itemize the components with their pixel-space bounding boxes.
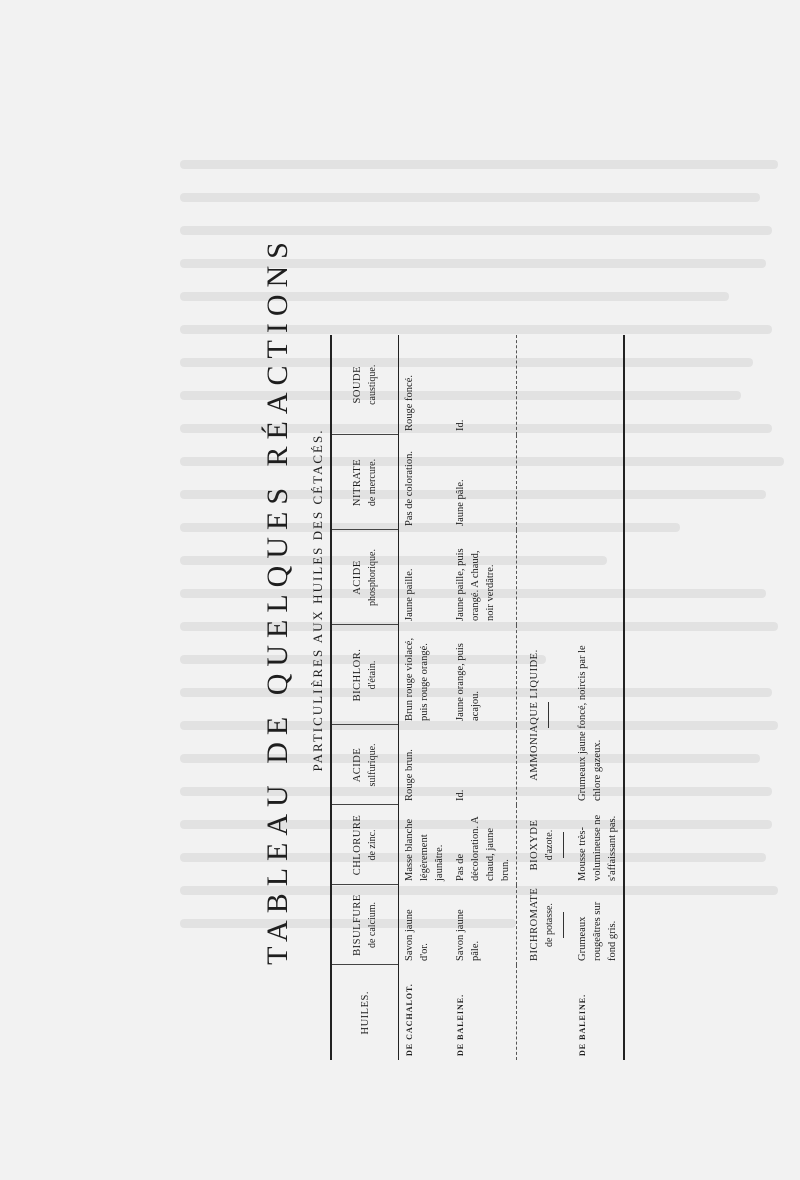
table-cell: Jaune orange, puis acajou. (455, 643, 481, 721)
column-header: BICHLOR. d'étain. (331, 625, 399, 725)
table-row (450, 335, 517, 1060)
table-row (572, 335, 624, 1060)
column-header: CHLORURE de zinc. (331, 805, 399, 885)
column-header: ACIDE phosphorique. (331, 530, 399, 625)
table-cell (572, 335, 624, 435)
row-label: DE BALEINE. (572, 965, 624, 1060)
table-cell: Id. (455, 789, 466, 801)
column-subheader: BIOXYDE d'azote. (517, 805, 573, 885)
page-subtitle: PARTICULIÈRES AUX HUILES DES CÉTACÉS. (310, 428, 325, 772)
table-cell: Mousse très-volumineuse ne s'affaissant pas. (572, 805, 624, 885)
table-cell (517, 965, 573, 1060)
dash-mark (563, 912, 564, 938)
table-cell: Masse blanche légèrement jaunâtre. (404, 818, 445, 881)
table-subheader-row (517, 335, 573, 1060)
table-cell (517, 530, 573, 625)
table-cell (572, 435, 624, 530)
table-cell: Id. (455, 419, 466, 431)
table-cell: Rouge foncé. (404, 375, 415, 431)
table-cell (572, 530, 624, 625)
row-label: DE CACHALOT. (405, 983, 414, 1056)
page-title: TABLEAU DE QUELQUES RÉACTIONS (261, 235, 294, 965)
table-row (399, 335, 451, 1060)
table-cell: Pas de décoloration. A chaud, jaune brun. (455, 816, 511, 881)
table-cell: Pas de coloration. (404, 451, 415, 526)
table-cell: Brun rouge violacé, puis rouge orangé. (404, 637, 430, 721)
table-cell: Savon jaune d'or. (404, 909, 430, 961)
table-cell: Jaune paille, puis orangé. A chaud, noir verdâtre. (455, 548, 496, 621)
column-header: NITRATE de mercure. (331, 435, 399, 530)
dash-mark (548, 702, 549, 728)
column-subheader: BICHROMATE de potasse. (517, 885, 573, 965)
reactions-table-block (330, 140, 730, 1060)
column-subheader: AMMONIAQUE LIQUIDE. (517, 625, 573, 805)
column-header: ACIDE sulfurique. (331, 725, 399, 805)
reactions-table (330, 335, 625, 1060)
table-cell: Grumeaux jaune foncé, noircis par le chlore gazeux. (572, 625, 624, 805)
table-cell: Jaune paille. (404, 568, 415, 621)
column-header: HUILES. (331, 965, 399, 1060)
table-cell: Rouge brun. (404, 749, 415, 801)
column-header: SOUDE caustique. (331, 335, 399, 435)
table-cell: Savon jaune pâle. (455, 909, 481, 961)
table-cell: Grumeaux rougeâtres sur fond gris. (572, 885, 624, 965)
dash-mark (563, 832, 564, 858)
table-header-row (331, 335, 399, 1060)
column-header: BISULFURE de calcium. (331, 885, 399, 965)
table-cell: Jaune pâle. (455, 479, 466, 526)
table-cell (517, 435, 573, 530)
row-label: DE BALEINE. (456, 993, 465, 1056)
table-cell (517, 335, 573, 435)
